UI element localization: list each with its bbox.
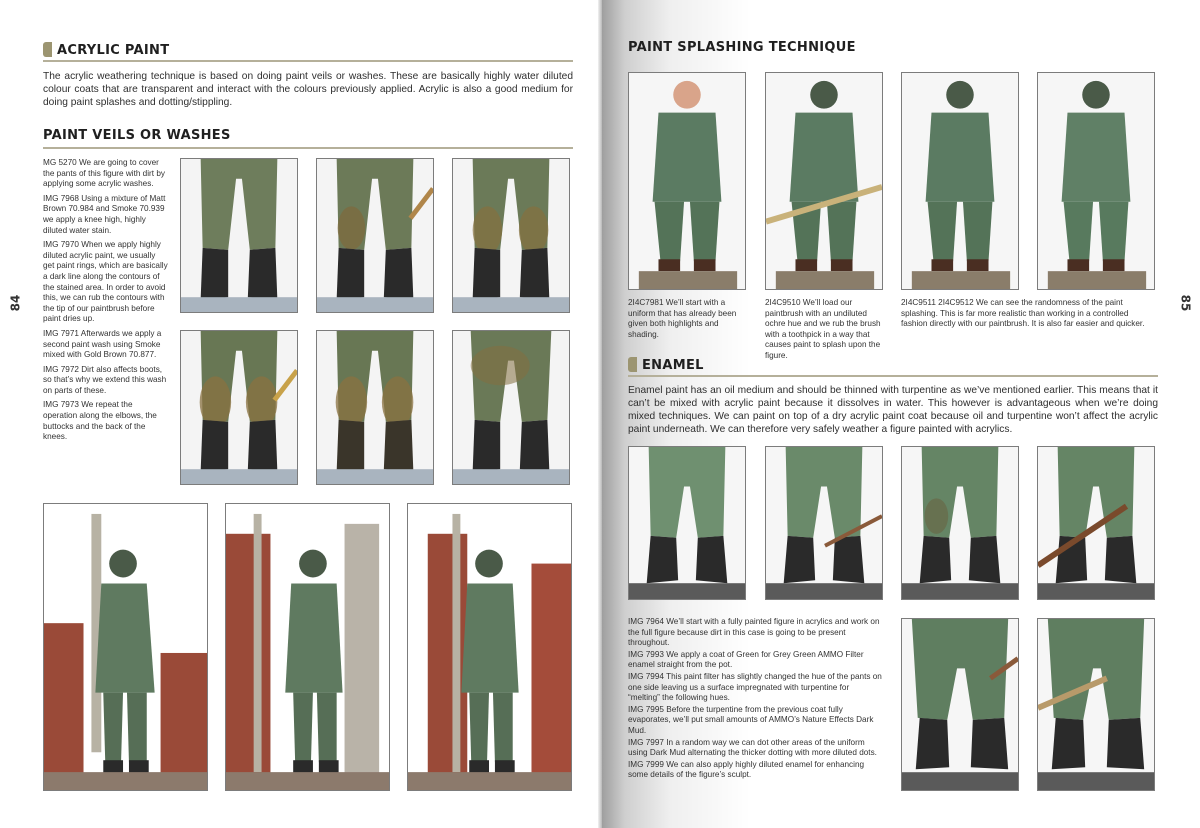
caption: IMG 7971 Afterwards we apply a second paint wash using Smoke mixed with Gold Brown 70.877. xyxy=(43,328,162,360)
enamel-heading: ENAMEL xyxy=(628,357,704,373)
caption: MG 5270 We are going to cover the pants of this figure with dirt by applying some acrylic washes. xyxy=(43,158,165,189)
photo-figure-front xyxy=(43,503,208,791)
photo-pants-3 xyxy=(452,158,570,313)
heading-marker xyxy=(628,357,637,372)
photo-splash-4 xyxy=(1037,72,1155,290)
photo-splash-3 xyxy=(901,72,1019,290)
photo-enamel-6 xyxy=(1037,618,1155,791)
caption: IMG 7993 We apply a coat of Green for Grey Green AMMO Filter enamel straight from the pot. xyxy=(628,649,864,670)
splash-caption-3: 2I4C9511 2I4C9512 We can see the randomness of the paint splashing. This is far more realistic than working in a controlled fashion directly with our paintbrush. It is also far easier and quicker. xyxy=(901,298,1145,329)
photo-splash-1 xyxy=(628,72,746,290)
photo-pants-5 xyxy=(316,330,434,485)
photo-pants-2 xyxy=(316,158,434,313)
acrylic-intro-paragraph: The acrylic weathering technique is based on doing paint veils or washes. These are basically highly water diluted colour coats that are transparent and interact with the colours previously applied. Acrylic is also a good medium for doing paint splashes and dotting/stippling. xyxy=(43,71,573,108)
paint-veils-heading: PAINT VEILS OR WASHES xyxy=(43,128,231,143)
photo-enamel-5 xyxy=(901,618,1019,791)
heading-rule xyxy=(43,60,573,62)
photo-enamel-1 xyxy=(628,446,746,600)
photo-enamel-2 xyxy=(765,446,883,600)
photo-pants-1 xyxy=(180,158,298,313)
photo-splash-2 xyxy=(765,72,883,290)
caption: IMG 7973 We repeat the operation along the elbows, the buttocks and the back of the knees. xyxy=(43,400,157,442)
heading-marker xyxy=(43,42,52,57)
splash-caption-1: 2I4C7981 We’ll start with a uniform that has already been given both highlights and shading. xyxy=(628,298,737,339)
book-spine xyxy=(598,0,602,828)
veils-captions xyxy=(43,158,168,447)
caption: IMG 7994 This paint filter has slightly changed the hue of the pants on one side leaving us a surface impregnated with turpentine for “melting” the following hues. xyxy=(628,671,882,703)
caption: IMG 7997 In a random way we can dot other areas of the uniform using Dark Mud alternating the thicker dotting with more diluted dots. xyxy=(628,737,877,758)
photo-pants-4 xyxy=(180,330,298,485)
heading-rule xyxy=(628,375,1158,377)
splash-caption-2: 2I4C9510 We’ll load our paintbrush with an undiluted ochre hue and we rub the brush with a toothpick in a way that causes paint to splash upon the figure. xyxy=(765,298,881,360)
caption: IMG 7995 Before the turpentine from the previous coat fully evaporates, we’ll put small amounts of AMMO’s Nature Effects Dark Mud. xyxy=(628,704,874,735)
photo-pants-6 xyxy=(452,330,570,485)
caption: IMG 7968 Using a mixture of Matt Brown 70.984 and Smoke 70.939 we apply a knee high, highly diluted water stain. xyxy=(43,193,166,235)
enamel-captions xyxy=(628,617,883,782)
caption: IMG 7970 When we apply highly diluted acrylic paint, we usually get paint rings, which are basically a dark line along the contours of the stained area. In order to avoid this, we can rub the contours with the tip of our paintbrush before paint dries up. xyxy=(43,240,168,324)
caption: IMG 7972 Dirt also affects boots, so that’s why we extend this wash on parts of these. xyxy=(43,364,167,395)
paint-splashing-heading: PAINT SPLASHING TECHNIQUE xyxy=(628,40,856,55)
photo-enamel-4 xyxy=(1037,446,1155,600)
photo-figure-angle xyxy=(407,503,572,791)
caption: IMG 7964 We’ll start with a fully painted figure in acrylics and work on the full figure because dirt in this case is going to be present throughout. xyxy=(628,617,880,648)
heading-rule xyxy=(43,147,573,149)
photo-enamel-3 xyxy=(901,446,1019,600)
enamel-paragraph: Enamel paint has an oil medium and should be thinned with turpentine as we’ve mentioned earlier. This means that it can’t be mixed with acrylic paint because it dissolves in water. This however is advantageous when we’re doing mixed techniques. We can paint on top of a dry acrylic paint coat because oil and turpentine won’t affect the acrylic paint underneath. We can therefore very safely weather a figure painted with acrylics. xyxy=(628,385,1158,435)
page-number-right: 85 xyxy=(1170,270,1200,336)
photo-figure-side xyxy=(225,503,390,791)
page-number-left: 84 xyxy=(0,270,30,336)
acrylic-paint-heading: ACRYLIC PAINT xyxy=(43,42,169,58)
caption: IMG 7999 We can also apply highly diluted enamel for enhancing some details of the figure’s sculpt. xyxy=(628,759,865,780)
